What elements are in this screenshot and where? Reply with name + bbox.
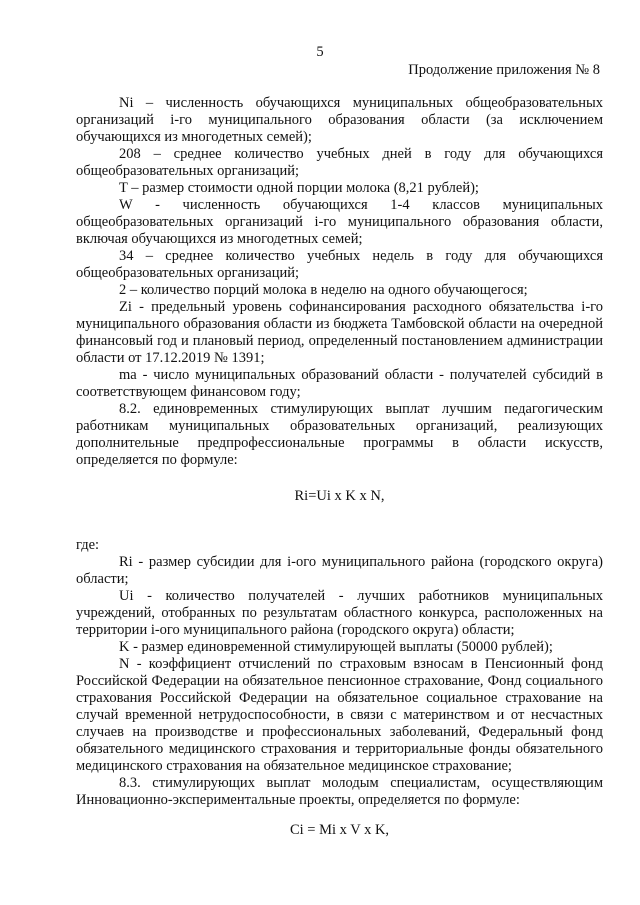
- paragraph-8-3: 8.3. стимулирующих выплат молодым специалистам, осуществляющим Инновационно-экспериментальные проекты, определяется по формуле:: [76, 775, 603, 808]
- paragraph-34: 34 – среднее количество учебных недель в году для обучающихся общеобразовательных организаций;: [76, 248, 603, 281]
- paragraph-t: T – размер стоимости одной порции молока (8,21 рублей);: [119, 180, 479, 196]
- paragraph-ri: Ri - размер субсидии для i-ого муниципального района (городского округа) области;: [76, 554, 603, 587]
- paragraph-2: 2 – количество порций молока в неделю на одного обучающегося;: [119, 282, 528, 298]
- paragraph-ma: ma - число муниципальных образований области - получателей субсидий в соответствующем финансовом году;: [76, 367, 603, 400]
- paragraph-k: K - размер единовременной стимулирующей выплаты (50000 рублей);: [119, 639, 553, 655]
- paragraph-ui: Ui - количество получателей - лучших работников муниципальных учреждений, отобранных по результатам областного конкурса, расположенных на территории i-ого муниципального района (городского округа) области;: [76, 588, 603, 638]
- formula-ci: Ci = Mi x V x K,: [289, 822, 390, 838]
- document-body: [76, 95, 603, 839]
- paragraph-208: 208 – среднее количество учебных дней в году для обучающихся общеобразовательных организаций;: [76, 146, 603, 179]
- formula-ri: Ri=Ui x K x N,: [294, 488, 385, 504]
- paragraph-zi: Zi - предельный уровень софинансирования расходного обязательства i-го муниципального образования области из бюджета Тамбовской области на очередной финансовый год и плановый период, определенный постановлением администрации области от 17.12.2019 № 1391;: [76, 299, 603, 366]
- paragraph-w: W - численность обучающихся 1-4 классов муниципальных общеобразовательных организаций i-го муниципального образования области, включая обучающихся из многодетных семей;: [76, 197, 603, 247]
- page-number: 5: [316, 44, 324, 60]
- paragraph-8-2: 8.2. единовременных стимулирующих выплат лучшим педагогическим работникам муниципальных образовательных организаций, реализующих дополнительные предпрофессиональные программы в области искусств, определяется по формуле:: [76, 401, 603, 468]
- paragraph-n: N - коэффициент отчислений по страховым взносам в Пенсионный фонд Российской Федерации на обязательное пенсионное страхование, Фонд социального страхования Российской Федерации на обязательное социальное страхование на случай временной нетрудоспособности, в связи с материнством и от несчастных случаев на производстве и профессиональных заболеваний, Федеральный фонд обязательного медицинского страхования и территориальные фонды обязательного медицинского страхования на обязательное медицинское страхование;: [76, 656, 603, 774]
- where-label: где:: [76, 537, 100, 553]
- appendix-continuation: Продолжение приложения № 8: [408, 62, 600, 78]
- paragraph-ni: Ni – численность обучающихся муниципальных общеобразовательных организаций i-го муниципального образования области (за исключением обучающихся из многодетных семей);: [76, 95, 603, 145]
